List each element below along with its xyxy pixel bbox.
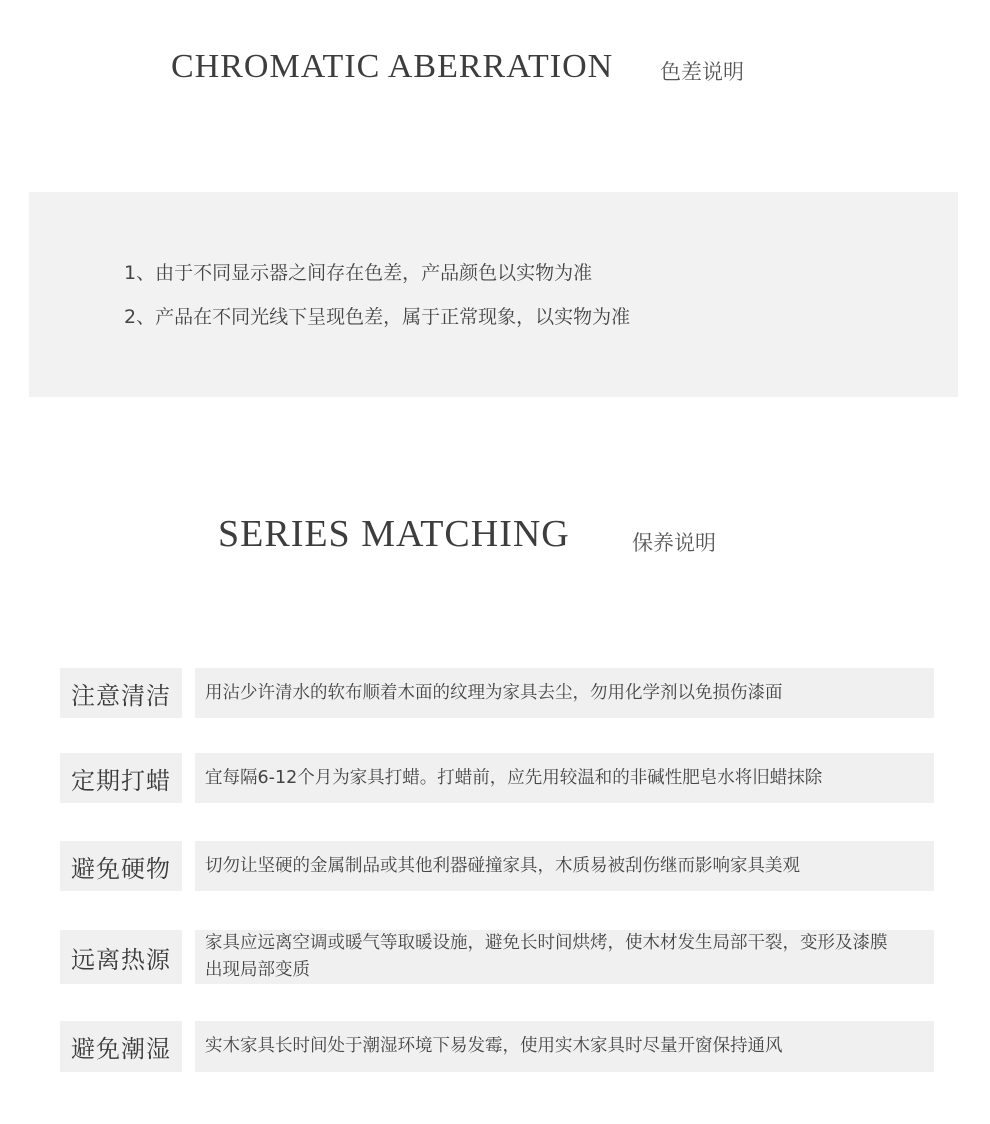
care-item-hard-objects — [60, 841, 934, 891]
care-item-text: 家具应远离空调或暖气等取暖设施，避免长时间烘烤，使木材发生局部干裂，变形及漆膜出现局部变质 — [195, 930, 934, 984]
care-item-label: 注意清洁 — [60, 668, 182, 718]
care-item-humidity — [60, 1021, 934, 1072]
care-item-text: 切勿让坚硬的金属制品或其他利器碰撞家具，木质易被刮伤继而影响家具美观 — [195, 841, 934, 891]
color-note-2: 2、产品在不同光线下呈现色差，属于正常现象，以实物为准 — [124, 306, 631, 328]
color-notice-box — [29, 192, 958, 397]
care-item-text: 用沾少许清水的软布顺着木面的纹理为家具去尘，勿用化学剂以免损伤漆面 — [195, 668, 934, 718]
care-item-text: 宜每隔6-12个月为家具打蜡。打蜡前，应先用较温和的非碱性肥皂水将旧蜡抹除 — [195, 753, 934, 803]
care-item-label: 避免硬物 — [60, 841, 182, 891]
care-item-heat — [60, 930, 934, 984]
section-title-cn: 保养说明 — [632, 531, 716, 555]
section-title-cn: 色差说明 — [660, 60, 744, 84]
care-item-label: 避免潮湿 — [60, 1021, 182, 1072]
care-item-cleaning — [60, 668, 934, 718]
care-item-waxing — [60, 753, 934, 803]
care-item-label: 定期打蜡 — [60, 753, 182, 803]
section-title-en: SERIES MATCHING — [218, 513, 570, 555]
care-item-text: 实木家具长时间处于潮湿环境下易发霉，使用实木家具时尽量开窗保持通风 — [195, 1021, 934, 1072]
section-title-en: CHROMATIC ABERRATION — [171, 48, 614, 85]
color-note-1: 1、由于不同显示器之间存在色差，产品颜色以实物为准 — [124, 262, 593, 284]
care-item-label: 远离热源 — [60, 930, 182, 984]
